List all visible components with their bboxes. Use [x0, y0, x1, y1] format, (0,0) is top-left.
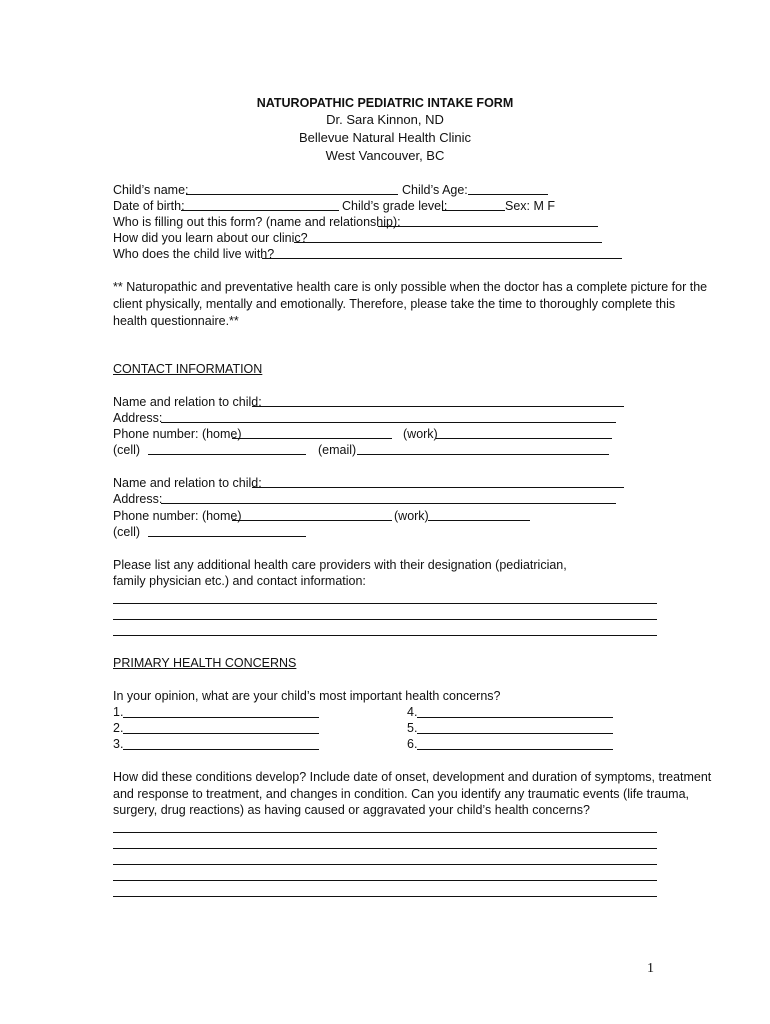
contact-heading: CONTACT INFORMATION	[113, 362, 263, 376]
address-label-1: Address:	[113, 411, 163, 425]
note-line-2: client physically, mentally and emotionally. Therefore, please take the time to thoroughly complete this	[113, 297, 676, 311]
work-label-1: (work)	[403, 427, 438, 441]
concern-field-4[interactable]	[417, 717, 613, 718]
cell-field-2[interactable]	[148, 536, 306, 537]
concern-number-2: 2.	[113, 721, 124, 735]
lives-with-field[interactable]	[262, 258, 622, 259]
lives-with-label: Who does the child live with?	[113, 247, 275, 261]
concern-field-1[interactable]	[123, 717, 319, 718]
relation-field-2[interactable]	[252, 487, 624, 488]
providers-field-line[interactable]	[113, 619, 657, 620]
note-line-1: ** Naturopathic and preventative health care is only possible when the doctor has a complete picture for the	[113, 280, 708, 294]
form-filler-field[interactable]	[378, 226, 598, 227]
dob-label: Date of birth:	[113, 199, 185, 213]
providers-field-line[interactable]	[113, 635, 657, 636]
email-label-1: (email)	[318, 443, 357, 457]
develop-field-line[interactable]	[113, 896, 657, 897]
cell-label-1: (cell)	[113, 443, 141, 457]
child-age-field[interactable]	[468, 194, 548, 195]
note-line-3: health questionnaire.**	[113, 314, 239, 328]
doctor-name: Dr. Sara Kinnon, ND	[326, 112, 444, 127]
develop-field-line[interactable]	[113, 864, 657, 865]
referral-label: How did you learn about our clinic?	[113, 231, 308, 245]
relation-field-1[interactable]	[252, 406, 624, 407]
concern-number-1: 1.	[113, 705, 124, 719]
concern-field-5[interactable]	[417, 733, 613, 734]
form-title: NATUROPATHIC PEDIATRIC INTAKE FORM	[256, 96, 514, 110]
develop-text-2: and response to treatment, and changes in condition. Can you identify any traumatic events (life trauma,	[113, 787, 690, 801]
cell-label-2: (cell)	[113, 525, 141, 539]
relation-label-1: Name and relation to child:	[113, 395, 262, 409]
develop-text-3: surgery, drug reactions) as having caused or aggravated your child’s health concerns?	[113, 803, 590, 817]
sex-selector[interactable]: Sex: M F	[505, 199, 556, 213]
develop-field-line[interactable]	[113, 832, 657, 833]
concerns-heading: PRIMARY HEALTH CONCERNS	[113, 656, 297, 670]
page-number: 1	[647, 961, 654, 976]
providers-text-2: family physician etc.) and contact information:	[113, 574, 366, 588]
grade-field[interactable]	[442, 210, 505, 211]
cell-field-1[interactable]	[148, 454, 306, 455]
dob-field[interactable]	[181, 210, 339, 211]
phone-home-label-1: Phone number: (home)	[113, 427, 242, 441]
form-filler-label: Who is filling out this form? (name and relationship):	[113, 215, 401, 229]
develop-text-1: How did these conditions develop? Include date of onset, development and duration of symptoms, treatment	[113, 770, 712, 784]
work-label-2: (work)	[394, 509, 429, 523]
referral-field[interactable]	[294, 242, 602, 243]
address-field-2[interactable]	[161, 503, 616, 504]
develop-field-line[interactable]	[113, 880, 657, 881]
phone-home-field-2[interactable]	[232, 520, 392, 521]
concern-number-6: 6.	[407, 737, 418, 751]
concern-number-3: 3.	[113, 737, 124, 751]
address-label-2: Address:	[113, 492, 163, 506]
child-age-label: Child’s Age:	[402, 183, 468, 197]
email-field-1[interactable]	[357, 454, 609, 455]
child-name-field[interactable]	[186, 194, 398, 195]
concern-field-2[interactable]	[123, 733, 319, 734]
grade-label: Child’s grade level:	[342, 199, 448, 213]
work-field-2[interactable]	[428, 520, 530, 521]
concerns-question: In your opinion, what are your child’s most important health concerns?	[113, 689, 501, 703]
clinic-location: West Vancouver, BC	[325, 148, 445, 163]
phone-home-field-1[interactable]	[232, 438, 392, 439]
child-name-label: Child’s name:	[113, 183, 189, 197]
develop-field-line[interactable]	[113, 848, 657, 849]
concern-number-5: 5.	[407, 721, 418, 735]
providers-text-1: Please list any additional health care providers with their designation (pediatrician,	[113, 558, 567, 572]
address-field-1[interactable]	[161, 422, 616, 423]
relation-label-2: Name and relation to child:	[113, 476, 262, 490]
providers-field-line[interactable]	[113, 603, 657, 604]
concern-field-6[interactable]	[417, 749, 613, 750]
clinic-name: Bellevue Natural Health Clinic	[299, 130, 471, 145]
work-field-1[interactable]	[436, 438, 612, 439]
phone-home-label-2: Phone number: (home)	[113, 509, 242, 523]
concern-field-3[interactable]	[123, 749, 319, 750]
concern-number-4: 4.	[407, 705, 418, 719]
